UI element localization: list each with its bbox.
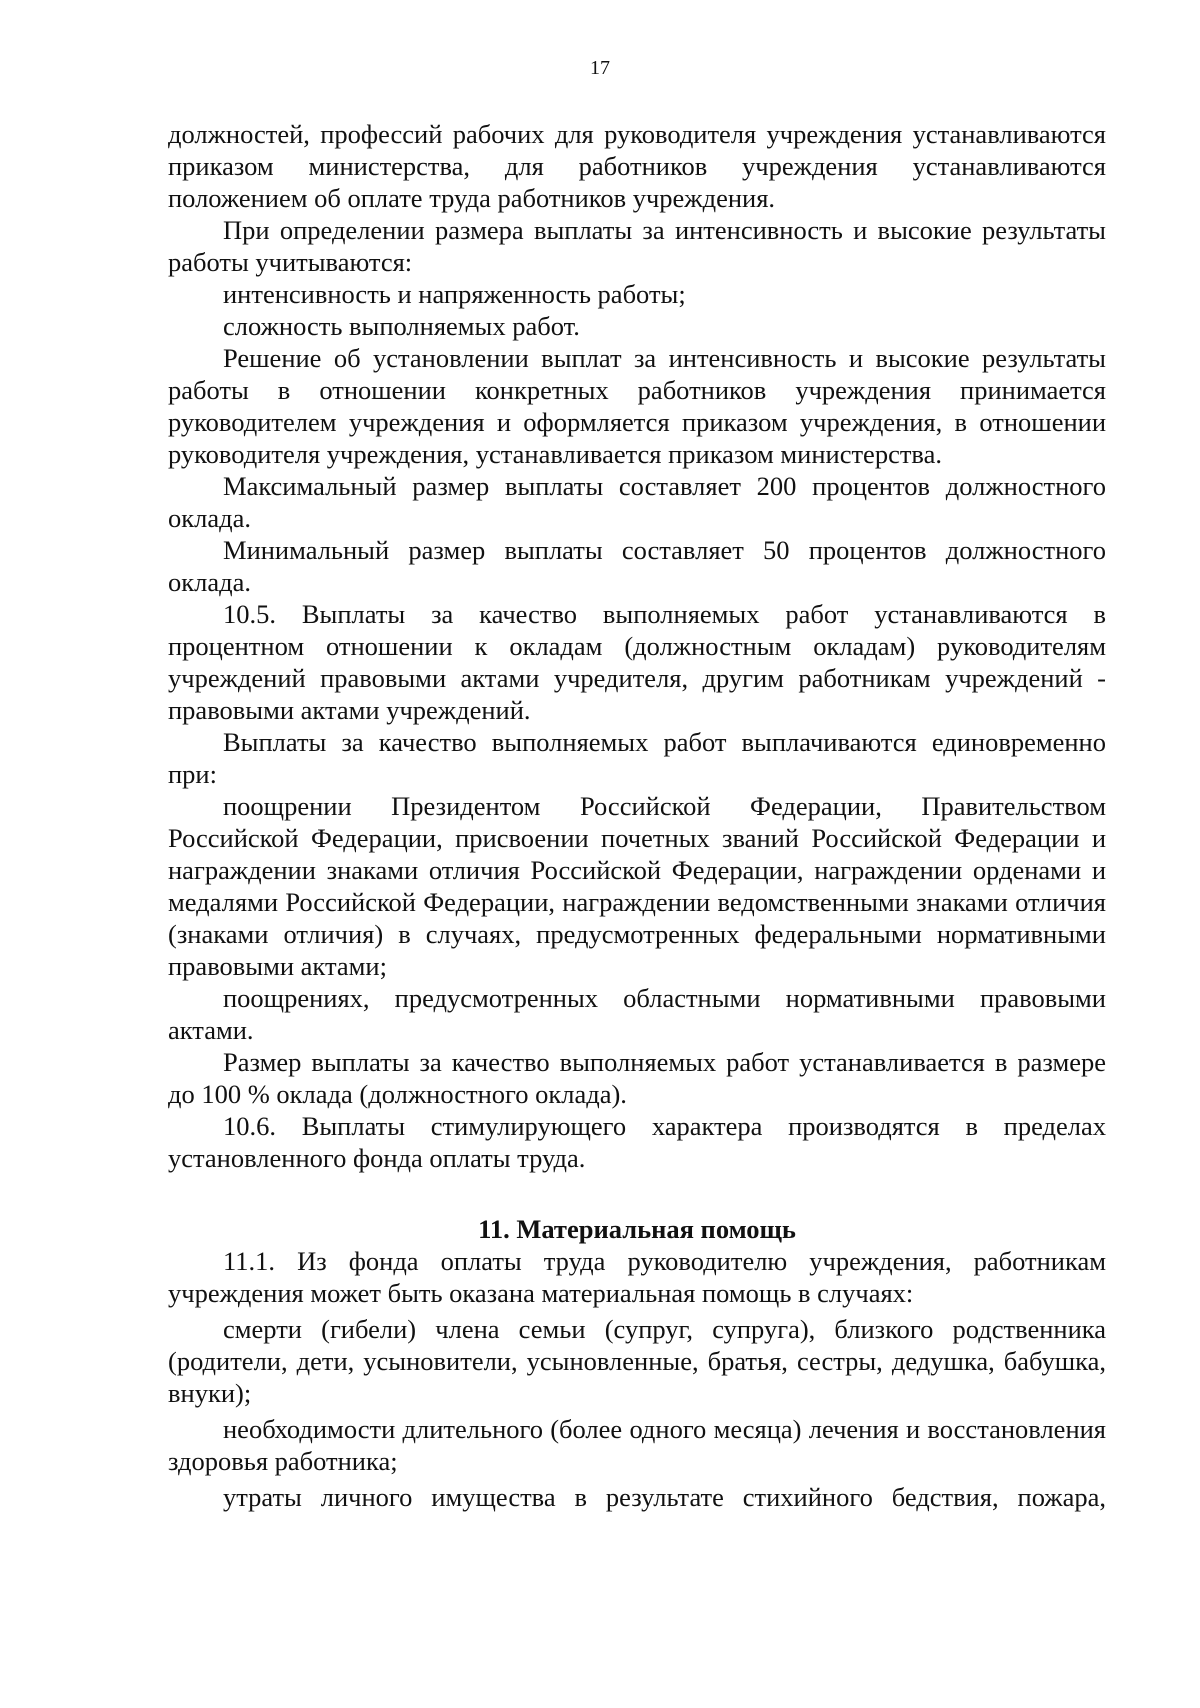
list-item-treatment: необходимости длительного (более одного месяца) лечения и восстановления здоровья работника;	[168, 1414, 1106, 1476]
paragraph-11-1: 11.1. Из фонда оплаты труда руководителю учреждения, работникам учреждения может быть оказана материальная помощь в случаях:	[168, 1246, 1106, 1308]
page-number: 17	[590, 57, 610, 79]
paragraph-decision: Решение об установлении выплат за интенсивность и высокие результаты работы в отношении конкретных работников учреждения принимается руководителем учреждения и оформляется приказом учреждения, в отношении руководителя учреждения, устанавливается приказом министерства.	[168, 343, 1106, 469]
paragraph-10-5: 10.5. Выплаты за качество выполняемых работ устанавливаются в процентном отношении к окладам (должностным окладам) руководителям учреждений правовыми актами учредителя, другим работникам учреждений - правовыми актами учреждений.	[168, 599, 1106, 725]
list-item-property-loss: утраты личного имущества в результате стихийного бедствия, пожара,	[223, 1482, 1106, 1512]
list-item-death: смерти (гибели) члена семьи (супруг, супруга), близкого родственника (родители, дети, усыновители, усыновленные, братья, сестры, дедушка, бабушка, внуки);	[168, 1314, 1106, 1408]
list-item-intensity: интенсивность и напряженность работы;	[223, 279, 686, 309]
list-item-complexity: сложность выполняемых работ.	[223, 311, 580, 341]
document-body	[168, 118, 1106, 1513]
list-item-regional-incentives: поощрениях, предусмотренных областными нормативными правовыми актами.	[168, 983, 1106, 1045]
paragraph-10-6: 10.6. Выплаты стимулирующего характера производятся в пределах установленного фонда оплаты труда.	[168, 1111, 1106, 1173]
paragraph-maximum: Максимальный размер выплаты составляет 200 процентов должностного оклада.	[168, 471, 1106, 533]
paragraph-quality-payment-size: Размер выплаты за качество выполняемых работ устанавливается в размере до 100 % оклада (должностного оклада).	[168, 1047, 1106, 1109]
paragraph-continuation: должностей, профессий рабочих для руководителя учреждения устанавливаются приказом министерства, для работников учреждения устанавливаются положением об оплате труда работников учреждения.	[168, 119, 1106, 213]
section-title: 11. Материальная помощь	[478, 1214, 796, 1244]
paragraph-intensity-criteria: При определении размера выплаты за интенсивность и высокие результаты работы учитываются:	[168, 215, 1106, 277]
paragraph-one-time-payments: Выплаты за качество выполняемых работ выплачиваются единовременно при:	[168, 727, 1106, 789]
paragraph-minimum: Минимальный размер выплаты составляет 50 процентов должностного оклада.	[168, 535, 1106, 597]
list-item-awards: поощрении Президентом Российской Федерации, Правительством Российской Федерации, присвоении почетных званий Российской Федерации и награждении знаками отличия Российской Федерации, награждении орденами и медалями Российской Федерации, награждении ведомственными знаками отличия (знаками отличия) в случаях, предусмотренных федеральными нормативными правовыми актами;	[168, 791, 1106, 981]
